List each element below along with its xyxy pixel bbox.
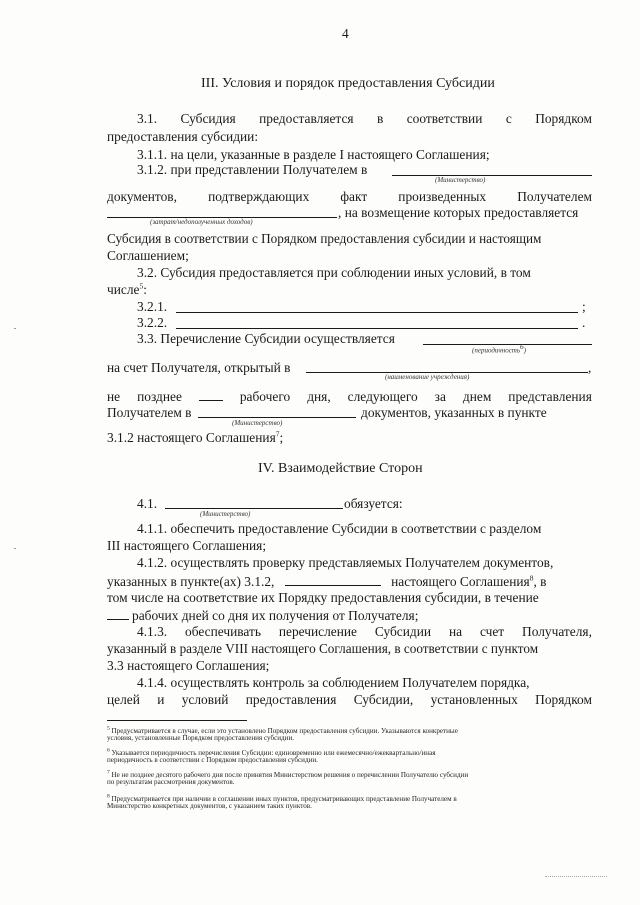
paragraph-3-2-1-end: ; [582, 299, 586, 314]
footnote-ref-8: 8 [529, 573, 534, 583]
deadline-line: не позднее рабочего дня, следующего за днем представления [107, 389, 592, 404]
paragraph-4-1-end: обязуется: [344, 496, 403, 511]
ministry-caption: (Министерство) [435, 176, 486, 184]
clauses-blank-line [285, 574, 381, 586]
paragraph-3-2: 3.2. Субсидия предоставляется при соблюдении иных условий, в том [137, 265, 531, 280]
paragraph-3-2-2-label: 3.2.2. [137, 315, 168, 330]
account-end: , [588, 360, 592, 375]
subsidy-line: Субсидия в соответствии с Порядком предоставления субсидии и настоящим [107, 231, 542, 246]
paragraph-3-2-end: числе$^5$: [107, 281, 147, 297]
ministry-blank-line-2 [198, 417, 356, 418]
footnote-ref-7: 7 [275, 429, 280, 439]
footnote-7: $^7$ Не не позднее десятого рабочего дня после принятия Министерством решения о перечислении Получателю субсидии по результатам рассмотрения документов. [107, 769, 469, 787]
page-number: 4 [342, 26, 349, 41]
paragraph-4-1-1: 4.1.1. обеспечить предоставление Субсидии в соответствии с разделом [137, 521, 542, 536]
reimbursement-text: , на возмещение которых предоставляется [338, 205, 579, 220]
paragraph-3-1-1: 3.1.1. на цели, указанные в разделе I настоящего Соглашения; [137, 147, 490, 162]
paragraph-3-1-line-1: 3.1. Субсидия предоставляется в соответствии с Порядком [137, 111, 592, 126]
footnote-5: $^5$ Предусматривается в случае, если это установлено Порядком предоставления субсидии. Указываются конкретные условия, установленные Порядком предоставления субсидии. [107, 725, 458, 743]
paragraph-4-1-label: 4.1. [137, 496, 158, 511]
paragraph-4-1-3-line-1: 4.1.3. обеспечивать перечисление Субсидии на счет Получателя, [137, 624, 592, 639]
paragraph-4-1-2-line-3: том числе на соответствие их Порядку предоставления субсидии, в течение [107, 590, 539, 605]
institution-caption: (наименование учреждения) [385, 373, 470, 381]
ministry-blank-line [392, 175, 592, 176]
agreement-end-text: Соглашением; [107, 248, 189, 263]
costs-caption: (затрат/недополученных доходов) [150, 218, 253, 226]
paragraph-4-1-3-line-2: указанный в разделе VIII настоящего Соглашения, в соответствии с пунктом [107, 641, 539, 656]
paragraph-3-1-line-2: предоставления субсидии: [107, 129, 259, 144]
section-3-title: III. Условия и порядок предоставления Субсидии [201, 76, 495, 91]
paragraph-3-1-2: 3.1.2. при представлении Получателем в [137, 162, 368, 177]
paragraph-4-1-3-line-3: 3.3 настоящего Соглашения; [107, 658, 270, 673]
paragraph-3-2-2-end: . [582, 315, 586, 330]
footnote-separator [107, 720, 247, 721]
footnote-ref-6: 6 [520, 342, 524, 351]
documents-in-clause-text: документов, указанных в пункте [361, 405, 547, 420]
condition-1-blank-line [176, 312, 578, 313]
periodicity-blank-line [423, 344, 592, 345]
paragraph-3-2-1-label: 3.2.1. [137, 299, 168, 314]
ministry-caption-2: (Министерство) [232, 419, 283, 427]
days-blank-line [199, 389, 223, 401]
recipient-to-text: Получателем в [107, 405, 192, 420]
paragraph-4-1-4-line-2: целей и условий предоставления Субсидии, установленных Порядком [107, 692, 592, 707]
condition-2-blank-line [176, 328, 578, 329]
ministry-caption-3: (Министерство) [200, 510, 251, 518]
footnote-ref-5: 5 [139, 281, 144, 291]
paragraph-3-3: 3.3. Перечисление Субсидии осуществляется [137, 331, 395, 346]
account-text: на счет Получателя, открытый в [107, 360, 291, 375]
documents-line: документов, подтверждающих факт произведенных Получателем [107, 189, 592, 204]
scan-artifact-mark [545, 876, 607, 877]
footnote-6: $^6$ Указывается периодичность перечисления Субсидии: единовременно или ежемесячно/ежеквартально/иная периодичность в соответствии с Порядком предоставления субсидии. [107, 747, 436, 765]
working-days-blank-line [107, 608, 129, 620]
section-4-title: IV. Взаимодействие Сторон [258, 461, 423, 476]
paragraph-4-1-2-line-2: указанных в пункте(ах) 3.1.2, настоящего Соглашения$^8$, в [107, 573, 547, 589]
paragraph-4-1-2-line-4: рабочих дней со дня их получения от Получателя; [107, 608, 418, 622]
margin-mark [14, 548, 16, 549]
clause-3-1-2-text: 3.1.2 настоящего Соглашения$^7$; [107, 429, 284, 445]
periodicity-caption: (периодичность$^6$) [472, 342, 527, 355]
paragraph-4-1-4: 4.1.4. осуществлять контроль за соблюдением Получателем порядка, [137, 675, 530, 690]
footnote-8: $^8$ Предусматривается при наличии в соглашении иных пунктов, предусматривающих представление Получателем в Министерство конкретных документов, с указанием таких пунктов. [107, 793, 457, 811]
margin-mark [14, 328, 16, 329]
ministry-blank-line-3 [165, 508, 343, 509]
paragraph-4-1-1-cont: III настоящего Соглашения; [107, 538, 267, 553]
paragraph-4-1-2: 4.1.2. осуществлять проверку представляемых Получателем документов, [137, 555, 554, 570]
